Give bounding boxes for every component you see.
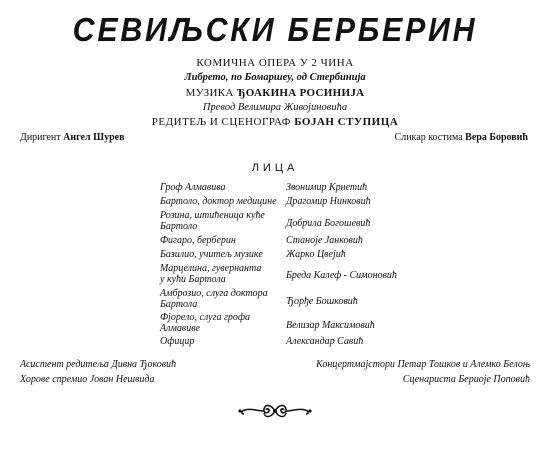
cast-role: Фјорело, слуга грофа Алмавиве bbox=[160, 312, 250, 334]
cast-role: Базилио, учитељ музике bbox=[160, 249, 263, 260]
chorus-credit: Хорове спремио Јован Нешвида bbox=[20, 374, 155, 385]
cast-role: Марцелина, гувернанта у кући Бартола bbox=[160, 263, 262, 285]
cast-role: Розина, штићеница куће Бартоло bbox=[160, 210, 265, 232]
translation-line: Превод Велимира Живојиновића bbox=[202, 102, 348, 113]
cast-actor: Станоје Јанковић bbox=[286, 235, 363, 246]
director-name: БОЈАН СТУПИЦА bbox=[294, 116, 399, 128]
genre-line: КОМИЧНА ОПЕРА У 2 ЧИНА bbox=[196, 57, 354, 69]
cast-actor: Велизар Максимовић bbox=[286, 320, 375, 331]
cast-role: Бартоло, доктор медицине bbox=[160, 196, 277, 207]
composer-name: ЂОАКИНА РОСИНИЈА bbox=[236, 87, 365, 99]
director-line bbox=[0, 115, 550, 129]
cast-role: Амброзио, слуга доктора Бартола bbox=[160, 288, 268, 310]
concertmasters-credit: Концертмајстори Петар Тошков и Алемко Белоњ bbox=[316, 359, 530, 370]
director-prefix: РЕДИТЕЉ И СЦЕНОГРАФ bbox=[151, 116, 291, 128]
fleuron-ornament-icon bbox=[237, 402, 313, 420]
opera-title: СЕВИЉСКИ БЕРБЕРИН bbox=[72, 11, 478, 48]
cast-role: Фигаро, берберин bbox=[160, 235, 236, 246]
conductor-credit bbox=[20, 132, 124, 144]
cast-actor: Звонимир Крнетић bbox=[286, 182, 368, 193]
music-prefix: МУЗИКА bbox=[185, 87, 234, 99]
cast-actor: Жарко Цвејић bbox=[286, 249, 346, 260]
cast-role: Официр bbox=[160, 336, 195, 347]
cast-role: Гроф Алмавива bbox=[160, 182, 226, 193]
cast-heading: ЛИЦА bbox=[251, 162, 299, 174]
costume-name: Вера Боровић bbox=[465, 132, 528, 143]
costume-credit bbox=[395, 132, 528, 144]
stage-manager-credit: Сценариста Бериоје Поповић bbox=[402, 374, 530, 385]
music-line bbox=[0, 86, 550, 100]
cast-actor: Бреда Калеф - Симоновић bbox=[286, 270, 397, 281]
assistant-director-credit: Асистент редитеља Дивна Ђоковић bbox=[20, 359, 177, 370]
cast-actor: Драгомир Нинковић bbox=[286, 196, 371, 207]
libretto-line: Либрето, по Бомаршеу, од Стербинија bbox=[184, 72, 366, 83]
costume-label: Сликар костима bbox=[394, 132, 463, 143]
conductor-name: Ангел Шурев bbox=[63, 132, 125, 143]
cast-actor: Добрила Богошевић bbox=[286, 218, 371, 229]
cast-actor: Александар Савић bbox=[286, 336, 364, 347]
conductor-label: Диригент bbox=[20, 132, 61, 143]
cast-actor: Ђорђе Бошковић bbox=[286, 296, 358, 307]
